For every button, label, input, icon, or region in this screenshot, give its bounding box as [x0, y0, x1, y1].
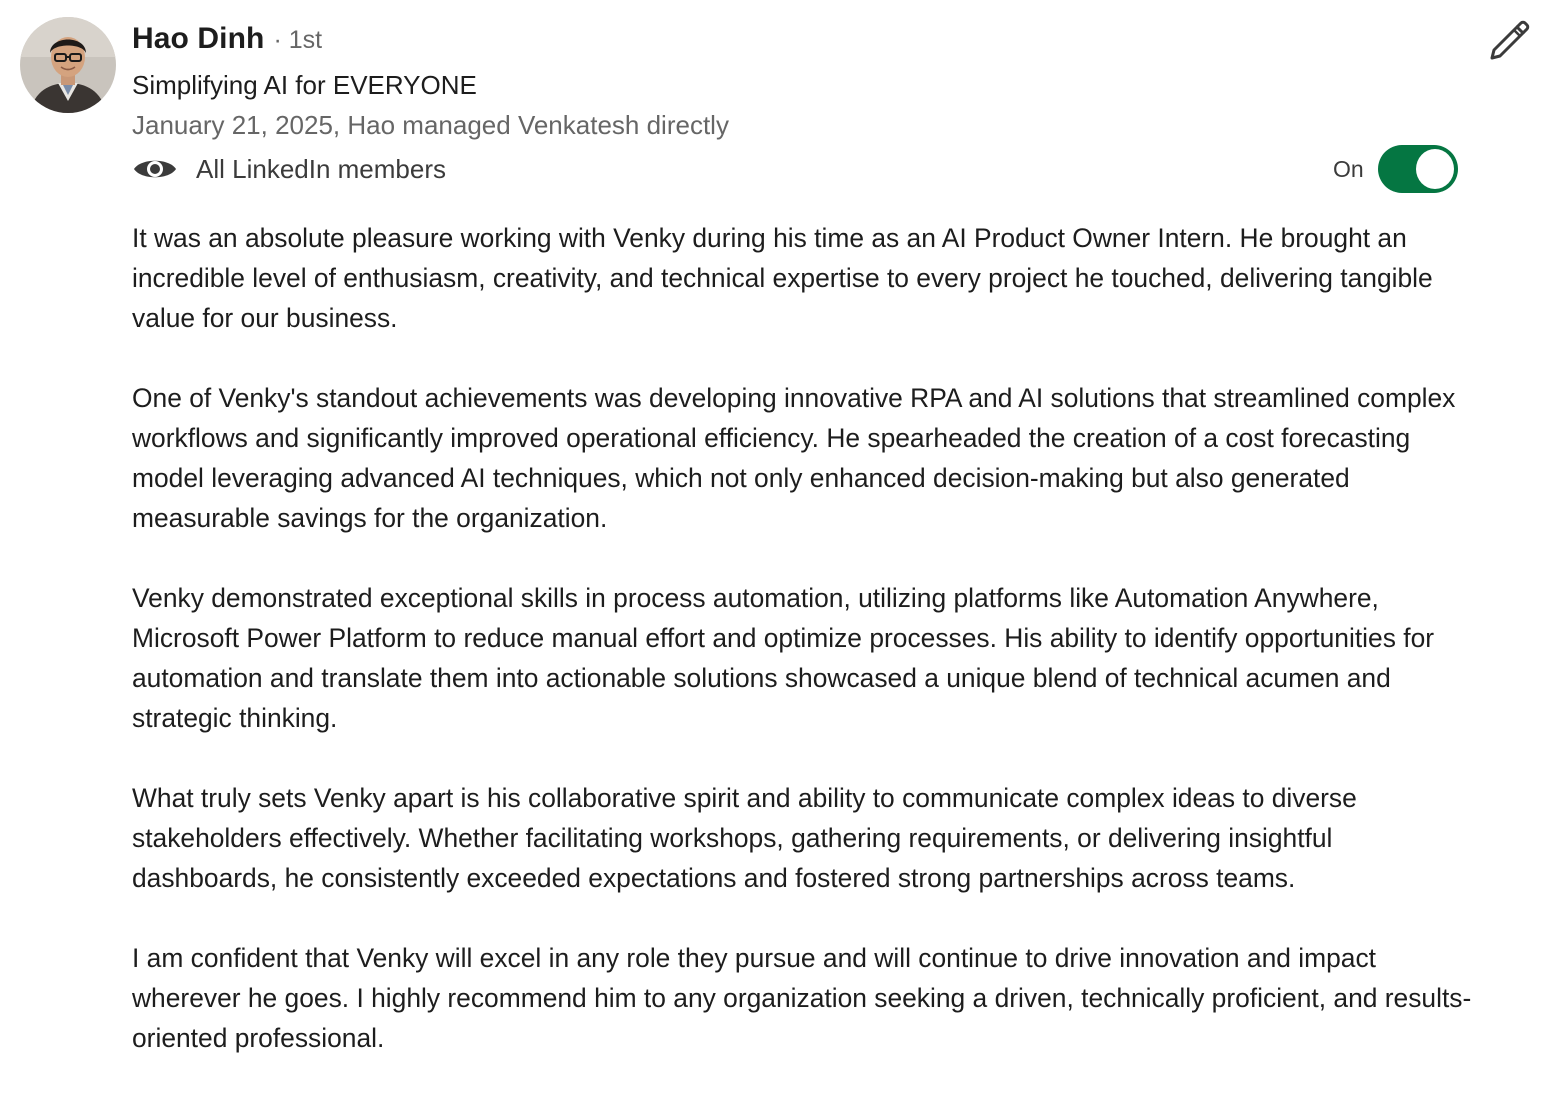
recommendation-paragraph: Venky demonstrated exceptional skills in process automation, utilizing platforms like Automation Anywhere, Microsoft Power Platform to reduce manual effort and optimize processes. His ability to identify opportunities for automation and translate them into actionable solutions showcased a unique blend of technical acumen and strategic thinking. — [132, 583, 1435, 733]
recommendation-meta: January 21, 2025, Hao managed Venkatesh directly — [132, 110, 729, 140]
recommendation-paragraph: One of Venky's standout achievements was developing innovative RPA and AI solutions that streamlined complex workflows and significantly improved operational efficiency. He spearheaded the creation of a cost forecasting model leveraging advanced AI techniques, which not only enhanced decision-making but also generated measurable savings for the organization. — [132, 383, 1456, 533]
author-headline: Simplifying AI for EVERYONE — [132, 70, 477, 100]
author-name-row — [132, 22, 322, 62]
visibility-row — [132, 148, 446, 190]
recommendation-paragraph: It was an absolute pleasure working with Venky during his time as an AI Product Owner Intern. He brought an incredible level of enthusiasm, creativity, and technical expertise to every project he touched, delivering tangible value for our business. — [132, 223, 1433, 333]
visibility-toggle[interactable] — [1378, 145, 1458, 193]
connection-degree: · 1st — [273, 26, 323, 54]
toggle-knob — [1416, 149, 1454, 189]
recommendation-paragraph: What truly sets Venky apart is his collaborative spirit and ability to communicate complex ideas to diverse stakeholders effectively. Whether facilitating workshops, gathering requirements, or delivering insightful dashboards, he consistently exceeded expectations and fostered strong partnerships across teams. — [132, 783, 1357, 893]
toggle-label: On — [1333, 155, 1364, 182]
author-avatar[interactable] — [20, 17, 116, 113]
recommendation-paragraph: I am confident that Venky will excel in any role they pursue and will continue to drive innovation and impact wherever he goes. I highly recommend him to any organization seeking a driven, technically proficient, and results-oriented professional. — [132, 943, 1472, 1053]
author-name[interactable]: Hao Dinh — [132, 22, 265, 55]
visibility-label: All LinkedIn members — [196, 153, 446, 184]
eye-icon — [132, 154, 178, 184]
avatar-photo — [20, 17, 116, 113]
edit-button[interactable] — [1484, 16, 1534, 66]
recommendation-text — [132, 218, 1472, 1098]
visibility-toggle-group — [1333, 144, 1458, 194]
pencil-icon — [1484, 16, 1534, 66]
